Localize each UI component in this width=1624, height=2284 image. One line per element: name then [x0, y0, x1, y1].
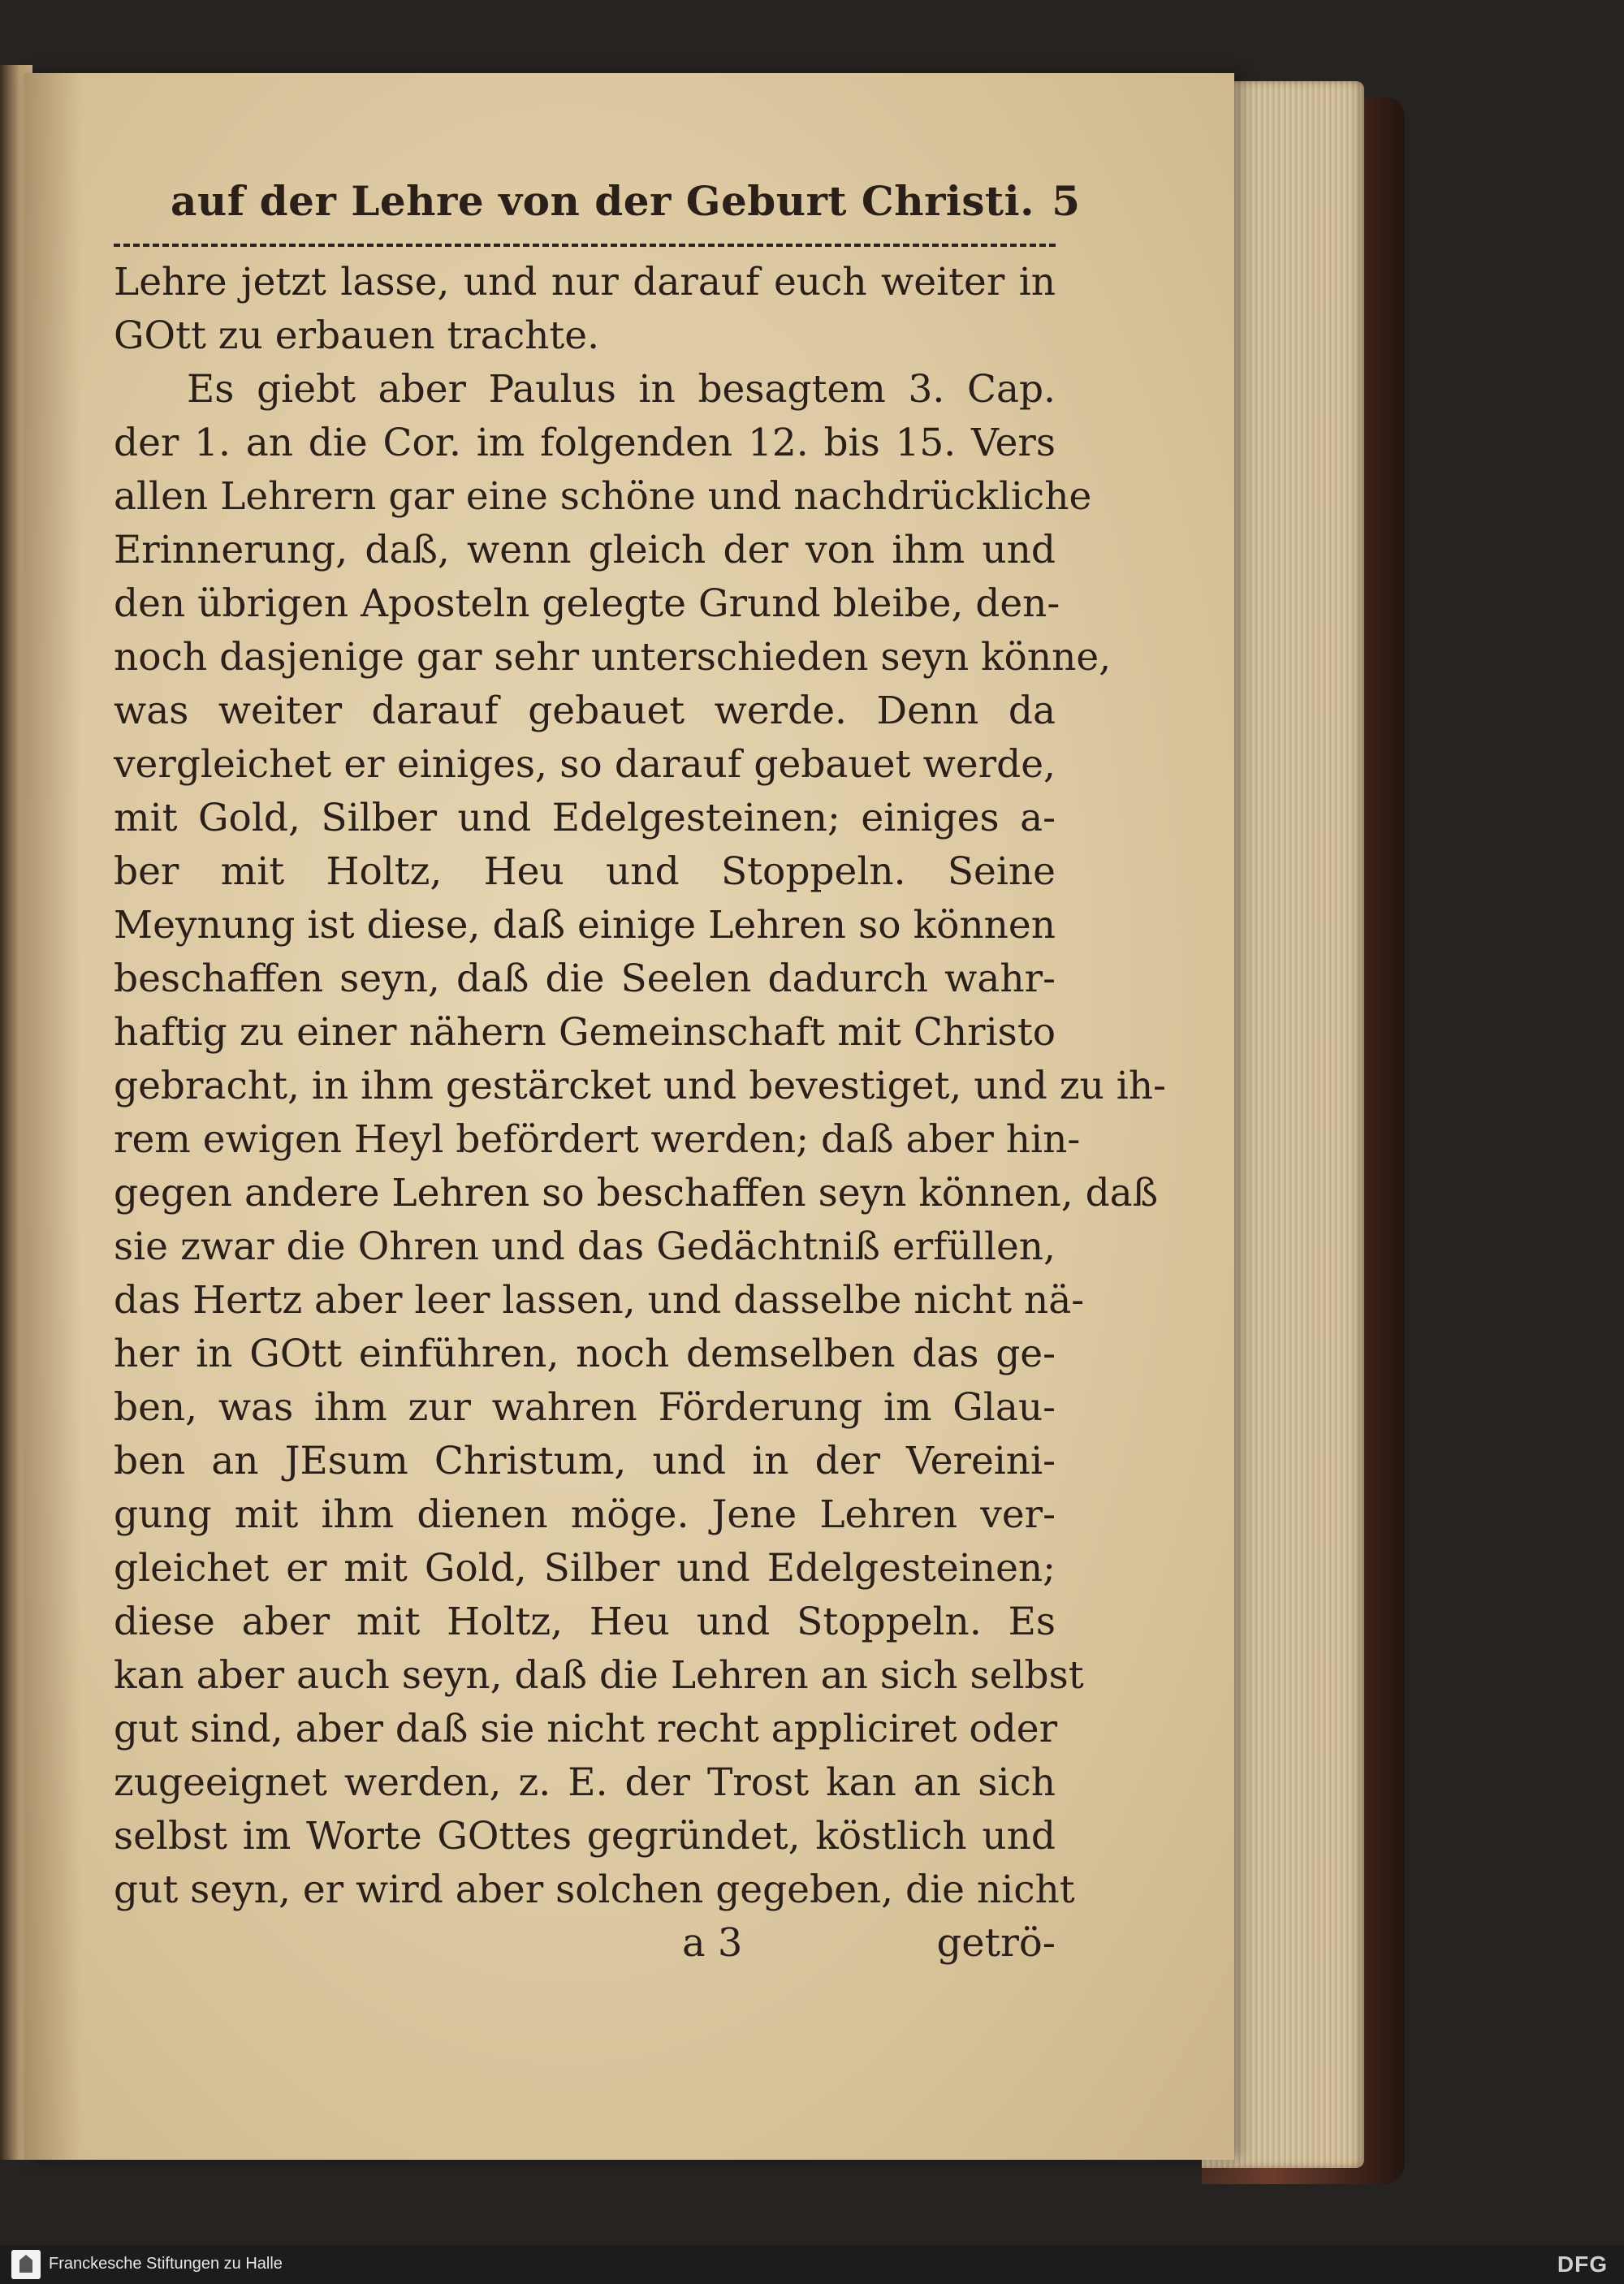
text-line: zugeeignet werden, z. E. der Trost kan an sich: [114, 1760, 1056, 1805]
text-line: was weiter darauf gebauet werde. Denn da: [114, 689, 1056, 733]
text-line: mit Gold, Silber und Edelgesteinen; einiges a-: [114, 796, 1056, 840]
text-line: den übrigen Aposteln gelegte Grund bleibe, den-: [114, 581, 1060, 626]
institution-name[interactable]: Franckesche Stiftungen zu Halle: [49, 2255, 283, 2273]
text-line: sie zwar die Ohren und das Gedächtniß erfüllen,: [114, 1224, 1056, 1269]
text-line: ber mit Holtz, Heu und Stoppeln. Seine: [114, 849, 1056, 894]
text-line: GOtt zu erbauen trachte.: [114, 313, 600, 358]
page-footer: [114, 1920, 1056, 1977]
book-page: [24, 73, 1234, 2160]
running-head: auf der Lehre von der Geburt Christi.: [171, 177, 1035, 225]
text-line: vergleichet er einiges, so darauf gebauet werde,: [114, 742, 1056, 787]
text-line: ben an JEsum Christum, und in der Vereini-: [114, 1439, 1056, 1483]
text-line: ben, was ihm zur wahren Förderung im Glau-: [114, 1385, 1056, 1430]
text-line: gegen andere Lehren so beschaffen seyn können, daß: [114, 1171, 1159, 1215]
viewer-footer-bar: [0, 2245, 1624, 2284]
text-line: Lehre jetzt lasse, und nur darauf euch weiter in: [114, 260, 1056, 304]
signature-mark: a 3: [682, 1920, 743, 1966]
text-line: gut sind, aber daß sie nicht recht appliciret oder: [114, 1707, 1058, 1751]
text-line: das Hertz aber leer lassen, und dasselbe nicht nä-: [114, 1278, 1085, 1323]
text-line: selbst im Worte GOttes gegründet, köstlich und: [114, 1814, 1056, 1859]
body-text: [114, 256, 1166, 1917]
text-line: Meynung ist diese, daß einige Lehren so können: [114, 903, 1056, 948]
text-line: kan aber auch seyn, daß die Lehren an sich selbst: [114, 1653, 1084, 1698]
header-rule: [114, 244, 1056, 247]
text-line: gleichet er mit Gold, Silber und Edelgesteinen;: [114, 1546, 1056, 1591]
text-line: haftig zu einer nähern Gemeinschaft mit Christo: [114, 1010, 1056, 1055]
text-line: gut seyn, er wird aber solchen gegeben, die nicht: [114, 1867, 1075, 1912]
institution-logo-icon[interactable]: [11, 2250, 41, 2279]
page-number: 5: [1052, 177, 1080, 225]
text-line: Erinnerung, daß, wenn gleich der von ihm und: [114, 528, 1056, 572]
text-line: gung mit ihm dienen möge. Jene Lehren ver-: [114, 1492, 1056, 1537]
text-line: her in GOtt einführen, noch demselben das ge-: [114, 1332, 1056, 1376]
text-line: rem ewigen Heyl befördert werden; daß aber hin-: [114, 1117, 1081, 1162]
catchword: getrö-: [936, 1920, 1056, 1966]
text-line: der 1. an die Cor. im folgenden 12. bis 15. Vers: [114, 421, 1056, 465]
text-line: noch dasjenige gar sehr unterschieden seyn könne,: [114, 635, 1112, 680]
text-line: diese aber mit Holtz, Heu und Stoppeln. Es: [114, 1600, 1056, 1644]
text-line: gebracht, in ihm gestärcket und bevestiget, und zu ih-: [114, 1064, 1166, 1108]
dfg-logo[interactable]: DFG: [1557, 2252, 1608, 2277]
text-line: allen Lehrern gar eine schöne und nachdrückliche: [114, 474, 1092, 519]
text-line: beschaffen seyn, daß die Seelen dadurch wahr-: [114, 956, 1056, 1001]
text-line: Es giebt aber Paulus in besagtem 3. Cap.: [187, 367, 1056, 412]
